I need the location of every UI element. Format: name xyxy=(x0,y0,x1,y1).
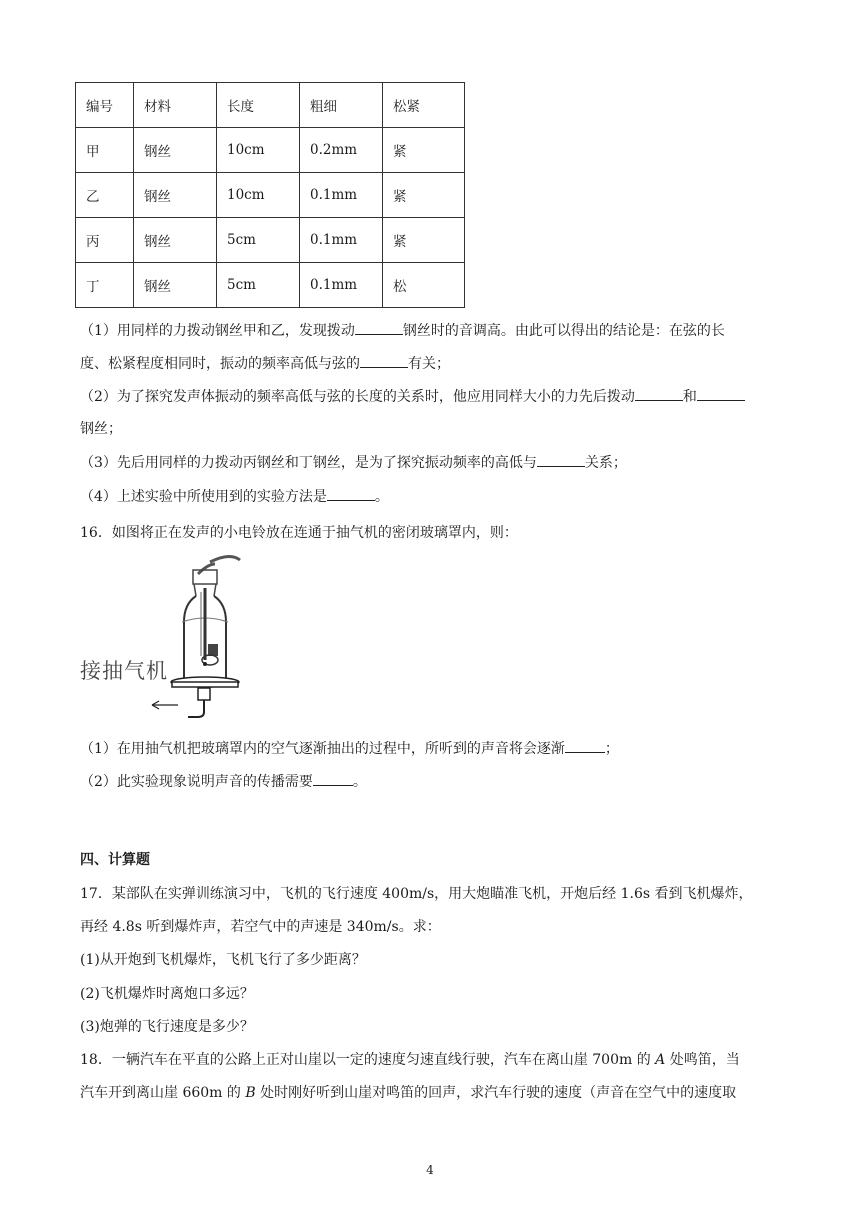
answer-blank xyxy=(565,738,605,753)
text: ； xyxy=(604,741,619,757)
answer-blank xyxy=(697,386,745,401)
table-header-row xyxy=(76,83,465,128)
answer-blank xyxy=(355,320,403,335)
text: （1）在用抽气机把玻璃罩内的空气逐渐抽出的过程中，所听到的声音将会逐渐 xyxy=(80,741,565,757)
table-cell: 钢丝 xyxy=(134,128,217,173)
q16-part2 xyxy=(80,771,367,792)
q17-stem-line1: 17．某部队在实弹训练演习中，飞机的飞行速度 400m/s，用大炮瞄准飞机，开炮后经 1.6s 看到飞机爆炸， xyxy=(80,886,753,902)
text: （3）先后用同样的力拨动丙钢丝和丁钢丝，是为了探究振动频率的高低与 xyxy=(80,455,537,471)
string-parameters-table xyxy=(75,82,465,308)
table-row xyxy=(76,173,465,218)
q15-part1-line2 xyxy=(80,353,450,374)
q16-part1 xyxy=(80,738,619,759)
q17-sub2: (2)飞机爆炸时离炮口多远？ xyxy=(80,986,254,1002)
table-cell: 紧 xyxy=(383,173,465,218)
table-cell: 丁 xyxy=(76,263,134,308)
text: 处时刚好听到山崖对鸣笛的回声，求汽车行驶的速度（声音在空气中的速度取 xyxy=(255,1085,737,1101)
table-cell: 5cm xyxy=(217,263,300,308)
table-cell: 5cm xyxy=(217,218,300,263)
table-row xyxy=(76,128,465,173)
text: 关系； xyxy=(584,455,627,471)
answer-blank xyxy=(327,486,375,501)
table-header-cell: 编号 xyxy=(76,83,134,128)
section-heading: 四、计算题 xyxy=(80,852,150,868)
table-header-cell: 长度 xyxy=(217,83,300,128)
table-header-cell: 松紧 xyxy=(383,83,465,128)
answer-blank xyxy=(635,386,683,401)
q15-part3 xyxy=(80,452,627,473)
text: （1）用同样的力拨动钢丝甲和乙，发现拨动 xyxy=(80,323,355,339)
table-cell: 0.1mm xyxy=(300,173,383,218)
figure-label: 接抽气机 xyxy=(80,659,168,683)
q17-sub1: (1)从开炮到飞机爆炸，飞机飞行了多少距离？ xyxy=(80,952,366,968)
table-cell: 乙 xyxy=(76,173,134,218)
text: 钢丝； xyxy=(80,421,122,437)
text: 和 xyxy=(682,389,697,405)
answer-blank xyxy=(313,771,353,786)
table-cell: 紧 xyxy=(383,128,465,173)
table-row xyxy=(76,263,465,308)
table-header-cell: 材料 xyxy=(134,83,217,128)
table-cell: 松 xyxy=(383,263,465,308)
q17-sub3: (3)炮弹的飞行速度是多少？ xyxy=(80,1019,254,1035)
q16-stem: 16．如图将正在发声的小电铃放在连通于抽气机的密闭玻璃罩内，则： xyxy=(80,525,518,541)
answer-blank xyxy=(537,452,585,467)
table-row xyxy=(76,218,465,263)
table-cell: 紧 xyxy=(383,218,465,263)
text: （4）上述实验中所使用到的实验方法是 xyxy=(80,489,327,505)
text: （2）为了探究发声体振动的频率高低与弦的长度的关系时，他应用同样大小的力先后拨动 xyxy=(80,389,635,405)
text: 。 xyxy=(374,489,389,505)
table-cell: 甲 xyxy=(76,128,134,173)
q18-line1 xyxy=(80,1050,740,1070)
point-label: B xyxy=(245,1085,256,1101)
q18-line2 xyxy=(80,1083,736,1103)
text: 汽车开到离山崖 660m 的 xyxy=(80,1085,246,1101)
text: 。 xyxy=(352,774,367,790)
table-cell: 钢丝 xyxy=(134,263,217,308)
q17-stem-line2: 再经 4.8s 听到爆炸声，若空气中的声速是 340m/s。求： xyxy=(80,919,441,935)
table-cell: 丙 xyxy=(76,218,134,263)
bell-jar-figure xyxy=(80,552,255,722)
text: （2）此实验现象说明声音的传播需要 xyxy=(80,774,313,790)
table-cell: 0.1mm xyxy=(300,263,383,308)
table-cell: 钢丝 xyxy=(134,218,217,263)
table-cell: 钢丝 xyxy=(134,173,217,218)
table-cell: 10cm xyxy=(217,173,300,218)
bell-jar-illustration xyxy=(80,552,255,722)
point-label: A xyxy=(655,1052,666,1068)
table-cell: 10cm xyxy=(217,128,300,173)
q15-part4 xyxy=(80,486,389,507)
text: 钢丝时的音调高。由此可以得出的结论是：在弦的长 xyxy=(402,323,725,339)
text: 18．一辆汽车在平直的公路上正对山崖以一定的速度匀速直线行驶，汽车在离山崖 700m 的 xyxy=(80,1052,656,1068)
table-header-cell: 粗细 xyxy=(300,83,383,128)
text: 度、松紧程度相同时，振动的频率高低与弦的 xyxy=(80,356,360,372)
table-cell: 0.1mm xyxy=(300,218,383,263)
q15-part2-line1 xyxy=(80,386,745,407)
q15-part2-line2 xyxy=(80,419,122,439)
text: 处鸣笛，当 xyxy=(665,1052,740,1068)
page-number: 4 xyxy=(426,1163,434,1177)
answer-blank xyxy=(360,353,408,368)
q15-part1-line1 xyxy=(80,320,725,341)
text: 有关； xyxy=(408,356,450,372)
table-cell: 0.2mm xyxy=(300,128,383,173)
